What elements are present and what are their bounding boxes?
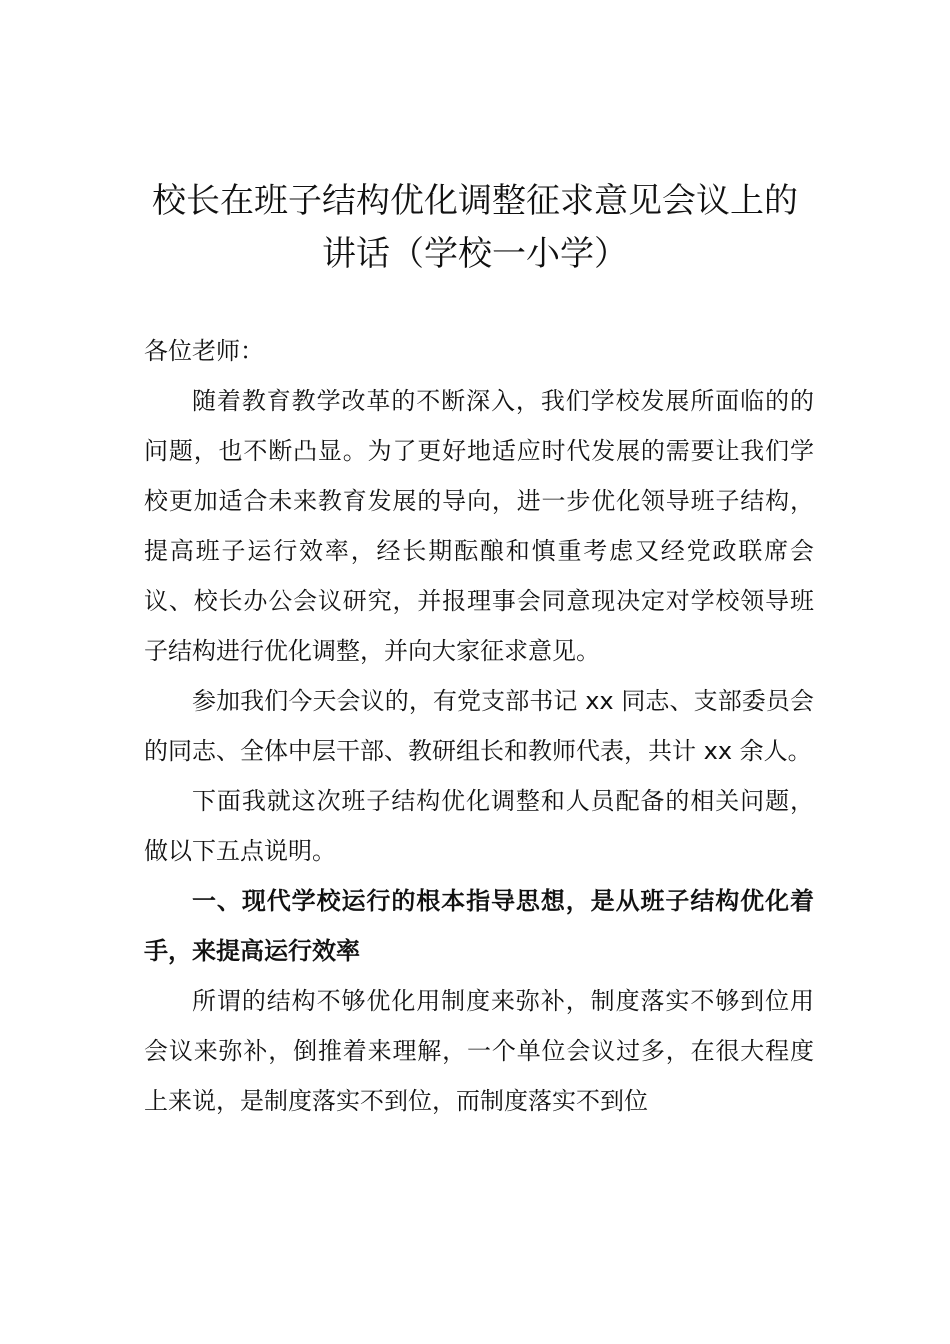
document-body [144,326,814,1126]
section-paragraph: 所谓的结构不够优化用制度来弥补，制度落实不够到位用会议来弥补，倒推着来理解，一个单位会议过多，在很大程度上来说，是制度落实不到位，而制度落实不到位 [144,987,814,1115]
paragraph-3: 下面我就这次班子结构优化调整和人员配备的相关问题，做以下五点说明。 [144,787,814,865]
paragraph-1: 随着教育教学改革的不断深入，我们学校发展所面临的的问题，也不断凸显。为了更好地适应时代发展的需要让我们学校更加适合未来教育发展的导向，进一步优化领导班子结构，提高班子运行效率，经长期酝酿和慎重考虑又经党政联席会议、校长办公会议研究，并报理事会同意现决定对学校领导班子结构进行优化调整，并向大家征求意见。 [144,387,814,665]
section-heading: 一、现代学校运行的根本指导思想，是从班子结构优化着手，来提高运行效率 [144,887,814,965]
paragraph-2: 参加我们今天会议的，有党支部书记 xx 同志、支部委员会的同志、全体中层干部、教研组长和教师代表，共计 xx 余人。 [144,687,814,765]
document-title: 校长在班子结构优化调整征求意见会议上的讲话（学校一小学） [152,181,798,274]
salutation: 各位老师： [144,337,264,365]
